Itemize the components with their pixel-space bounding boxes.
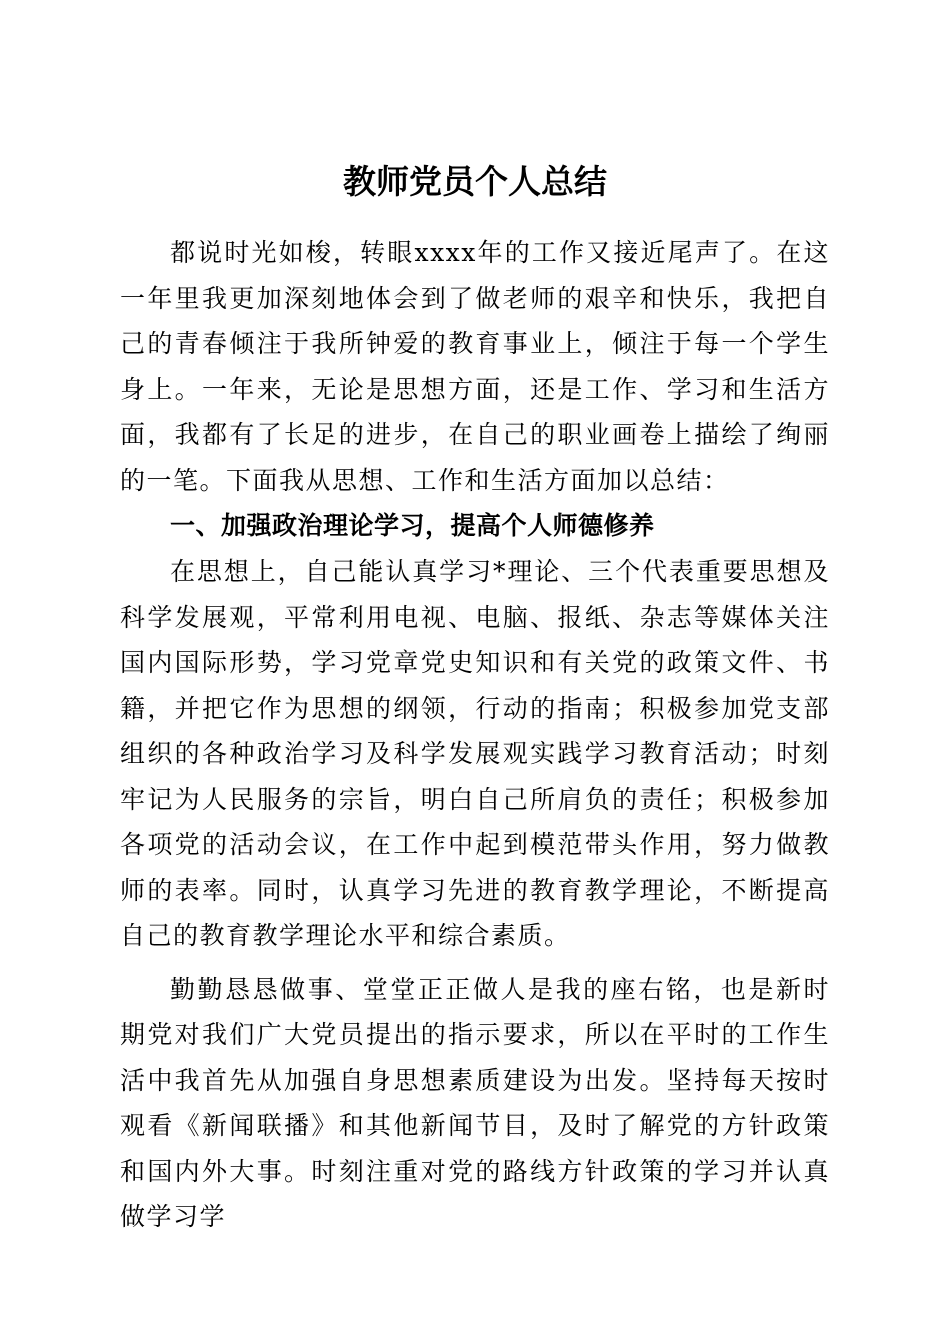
paragraph-ideology: 在思想上，自己能认真学习*理论、三个代表重要思想及科学发展观，平常利用电视、电脑、报纸、杂志等媒体关注国内国际形势，学习党章党史知识和有关党的政策文件、书籍，并把它作为思想的纲领，行动的指南；积极参加党支部组织的各种政治学习及科学发展观实践学习教育活动；时刻牢记为人民服务的宗旨，明白自己所肩负的责任；积极参加各项党的活动会议，在工作中起到模范带头作用，努力做教师的表率。同时，认真学习先进的教育教学理论，不断提高自己的教育教学理论水平和综合素质。 — [120, 557, 830, 950]
paragraph-intro: 都说时光如梭，转眼xxxx年的工作又接近尾声了。在这一年里我更加深刻地体会到了做老师的艰辛和快乐，我把自己的青春倾注于我所钟爱的教育事业上，倾注于每一个学生身上。一年来，无论是思想方面，还是工作、学习和生活方面，我都有了长足的进步，在自己的职业画卷上描绘了绚丽的一笔。下面我从思想、工作和生活方面加以总结： — [120, 238, 830, 495]
paragraph-motto: 勤勤恳恳做事、堂堂正正做人是我的座右铭，也是新时期党对我们广大党员提出的指示要求，所以在平时的工作生活中我首先从加强自身思想素质建设为出发。坚持每天按时观看《新闻联播》和其他新闻节目，及时了解党的方针政策和国内外大事。时刻注重对党的路线方针政策的学习并认真做学习学 — [120, 974, 830, 1231]
document-body — [120, 230, 830, 1240]
section-heading: 一、加强政治理论学习，提高个人师德修养 — [170, 511, 655, 540]
document-title: 教师党员个人总结 — [343, 162, 607, 202]
